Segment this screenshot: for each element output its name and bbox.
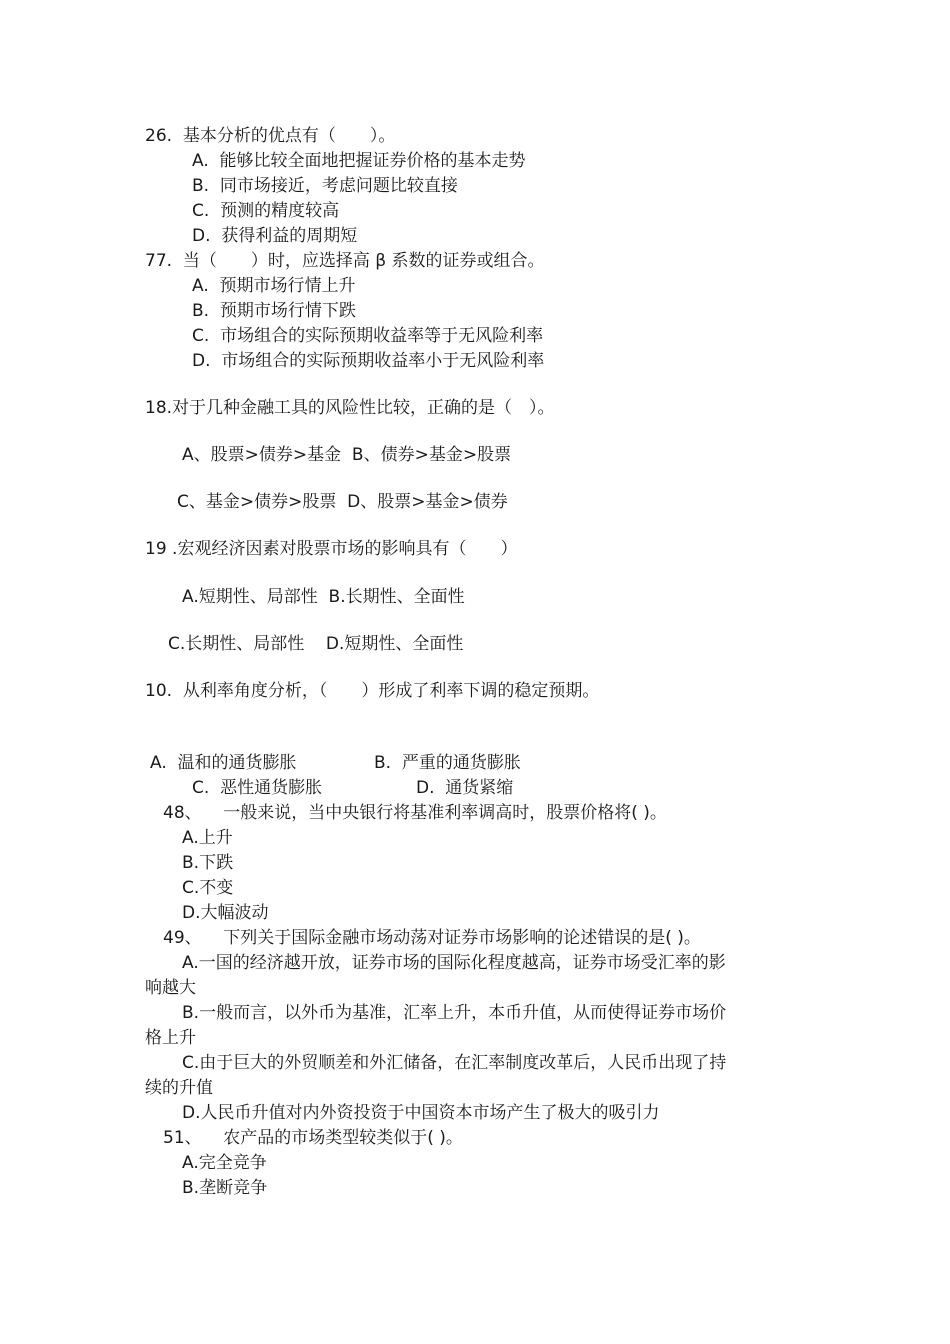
q49-option-b: B.一般而言，以外币为基准，汇率上升，本币升值，从而使得证券市场价 [182, 1003, 727, 1023]
q49-option-d: D.人民币升值对内外资投资于中国资本市场产生了极大的吸引力 [182, 1103, 660, 1123]
q10-option-a: A. 温和的通货膨胀 [150, 753, 297, 773]
question-10: 10. 从利率角度分析，（ ）形成了利率下调的稳定预期。 [145, 681, 600, 701]
q49-option-b-cont: 格上升 [145, 1028, 196, 1048]
question-26: 26. 基本分析的优点有（ ）。 [145, 126, 396, 146]
q48-option-a: A.上升 [182, 828, 233, 848]
question-51: 51、 农产品的市场类型较类似于( )。 [163, 1128, 463, 1148]
q48-option-b: B.下跌 [182, 853, 234, 873]
q77-option-d: D. 市场组合的实际预期收益率小于无风险利率 [192, 351, 545, 371]
q49-option-c-cont: 续的升值 [145, 1078, 213, 1098]
q26-option-c: C. 预测的精度较高 [192, 201, 340, 221]
question-18: 18.对于几种金融工具的风险性比较，正确的是（ ）。 [145, 398, 555, 418]
q49-option-a-cont: 响越大 [145, 978, 196, 998]
q26-option-b: B. 同市场接近，考虑问题比较直接 [192, 176, 458, 196]
q51-option-b: B.垄断竞争 [182, 1178, 268, 1198]
q19-options-ab: A.短期性、局部性 B.长期性、全面性 [182, 587, 465, 607]
q51-option-a: A.完全竞争 [182, 1153, 267, 1173]
q19-options-cd: C.长期性、局部性 D.短期性、全面性 [168, 634, 464, 654]
q26-option-d: D. 获得利益的周期短 [192, 226, 358, 246]
q10-option-c: C. 恶性通货膨胀 [192, 778, 323, 798]
q77-option-c: C. 市场组合的实际预期收益率等于无风险利率 [192, 326, 544, 346]
question-49: 49、 下列关于国际金融市场动荡对证券市场影响的论述错误的是( )。 [163, 928, 701, 948]
q77-option-b: B. 预期市场行情下跌 [192, 301, 356, 321]
q18-options-cd: C、基金>债券>股票 D、股票>基金>债券 [177, 492, 508, 512]
q49-option-a: A.一国的经济越开放，证券市场的国际化程度越高，证券市场受汇率的影 [182, 953, 726, 973]
q48-option-d: D.大幅波动 [182, 903, 269, 923]
q10-option-d: D. 通货紧缩 [416, 778, 514, 798]
question-48: 48、 一般来说，当中央银行将基准利率调高时，股票价格将( )。 [163, 803, 667, 823]
question-77: 77. 当（ ）时，应选择高 β 系数的证券或组合。 [145, 251, 545, 271]
q10-option-b: B. 严重的通货膨胀 [374, 753, 521, 773]
q77-option-a: A. 预期市场行情上升 [192, 276, 356, 296]
q26-option-a: A. 能够比较全面地把握证券价格的基本走势 [192, 151, 526, 171]
q18-options-ab: A、股票>债券>基金 B、债券>基金>股票 [182, 445, 512, 465]
q48-option-c: C.不变 [182, 878, 234, 898]
q49-option-c: C.由于巨大的外贸顺差和外汇储备，在汇率制度改革后，人民币出现了持 [182, 1053, 727, 1073]
question-19: 19 .宏观经济因素对股票市场的影响具有（ ） [145, 539, 518, 559]
